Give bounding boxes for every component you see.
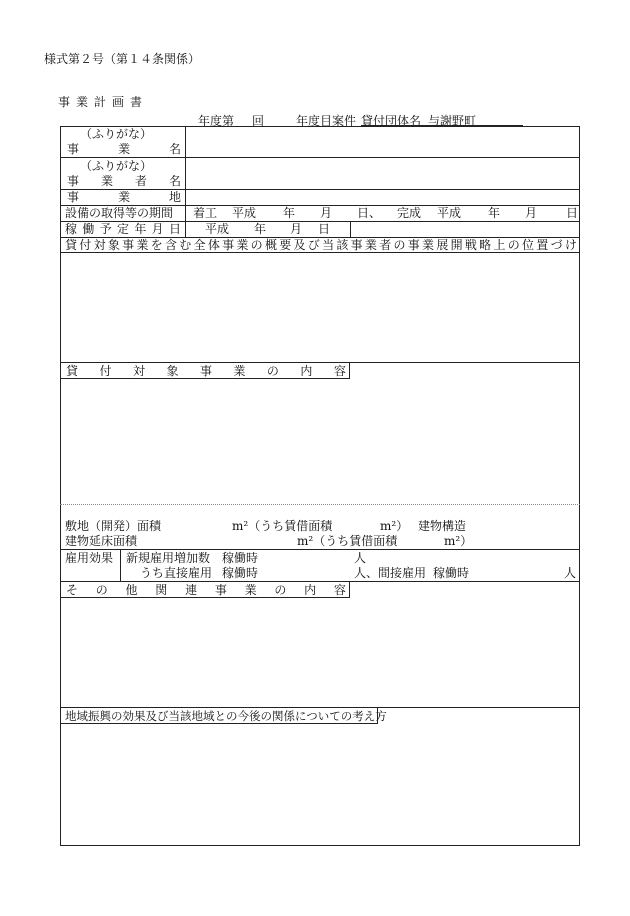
end-label: 完成 <box>397 206 422 220</box>
project-name-label <box>67 142 181 156</box>
label-char: 業 <box>244 583 257 597</box>
label-char: 関 <box>155 583 168 597</box>
label-char: 付 <box>79 238 92 252</box>
label-char: 体 <box>207 238 220 252</box>
label-char: 当 <box>322 238 335 252</box>
label-char: 象 <box>166 364 179 378</box>
label-char: 事 <box>122 238 135 252</box>
label-char: 内 <box>304 583 317 597</box>
m2-close-label: m²） <box>444 534 473 548</box>
label-char: 業 <box>364 238 377 252</box>
indirect-hire-label: 人、間接雇用 <box>354 566 427 580</box>
label-char: 日 <box>168 222 181 236</box>
label-char: び <box>307 238 320 252</box>
label-char: 貸 <box>66 364 79 378</box>
year-label: 年 <box>488 206 501 220</box>
start-label: 着工 <box>193 206 218 220</box>
period-label: 設備の取得等の期間 <box>65 206 174 220</box>
m2-close-label: m²） <box>380 519 409 533</box>
operation-date-divider <box>350 221 351 237</box>
label-char: 月 <box>151 222 164 236</box>
label-char: 容 <box>333 364 346 378</box>
label-char: 定 <box>116 222 129 236</box>
label-char: 概 <box>264 238 277 252</box>
in-operation-label: 稼働時 <box>433 566 470 580</box>
overview-heading <box>65 238 577 252</box>
month-label: 月 <box>525 206 538 220</box>
label-char: づ <box>550 238 563 252</box>
content-heading <box>66 364 346 378</box>
direct-hire-label: うち直接雇用 <box>140 566 213 580</box>
label-char: 事 <box>214 583 227 597</box>
label-char: 貸 <box>65 238 78 252</box>
label-char: 象 <box>107 238 120 252</box>
page-title <box>58 95 142 109</box>
furigana-label: （ふりがな） <box>80 127 153 141</box>
label-char: の <box>507 238 520 252</box>
person-unit: 人 <box>564 566 577 580</box>
new-hire-label: 新規雇用増加数 <box>126 551 211 565</box>
m2-rental-label: m²（うち賃借面積 <box>297 534 398 548</box>
label-char: 事 <box>67 174 80 188</box>
day-label: 日、 <box>357 206 382 220</box>
label-char: の <box>95 583 108 597</box>
label-char: 上 <box>493 238 506 252</box>
label-char: 計 <box>93 95 106 109</box>
label-char: 予 <box>99 222 112 236</box>
label-char: 者 <box>134 174 147 188</box>
label-char: 事 <box>222 238 235 252</box>
label-char: 者 <box>379 238 392 252</box>
in-operation-label: 稼働時 <box>222 566 259 580</box>
day-label: 日 <box>318 222 331 236</box>
label-char: 事 <box>67 142 80 156</box>
form-id: 様式第２号（第１４条関係） <box>44 52 201 66</box>
label-char: 事 <box>350 238 363 252</box>
label-char: 略 <box>479 238 492 252</box>
label-char: 戦 <box>464 238 477 252</box>
label-char: 置 <box>536 238 549 252</box>
label-char: の <box>250 238 263 252</box>
label-char: 稼 <box>65 222 78 236</box>
label-char: 内 <box>300 364 313 378</box>
era-label: 平成 <box>437 206 462 220</box>
label-char: 業 <box>236 238 249 252</box>
label-char: 業 <box>117 190 130 204</box>
year-label: 年 <box>254 222 267 236</box>
label-char: 開 <box>450 238 463 252</box>
label-column-divider <box>185 126 186 237</box>
label-char: 他 <box>125 583 138 597</box>
month-label: 月 <box>290 222 303 236</box>
site-area-label: 敷地（開発）面積 <box>65 519 162 533</box>
era-label: 平成 <box>232 206 257 220</box>
header-fiscal-year: 年度第 <box>198 114 235 128</box>
month-label: 月 <box>320 206 333 220</box>
day-label: 日 <box>566 206 579 220</box>
label-char: 事 <box>58 95 71 109</box>
label-char: け <box>564 238 577 252</box>
label-char: 対 <box>93 238 106 252</box>
location-label <box>67 190 181 204</box>
label-char: む <box>179 238 192 252</box>
operation-date-label <box>65 222 181 236</box>
in-operation-label: 稼働時 <box>222 551 259 565</box>
rule <box>60 549 580 550</box>
label-char: そ <box>66 583 79 597</box>
label-char: 容 <box>333 583 346 597</box>
label-char: 業 <box>233 364 246 378</box>
era-label: 平成 <box>205 222 230 236</box>
label-char: 業 <box>117 142 130 156</box>
label-char: 連 <box>185 583 198 597</box>
label-char: の <box>266 364 279 378</box>
operator-name-label <box>67 174 181 188</box>
label-char: 名 <box>168 142 181 156</box>
label-char: 働 <box>82 222 95 236</box>
label-char: 事 <box>67 190 80 204</box>
dotted-rule <box>60 504 580 505</box>
label-char: を <box>150 238 163 252</box>
label-char: 画 <box>111 95 124 109</box>
person-unit: 人 <box>354 551 367 565</box>
label-char: 業 <box>75 95 88 109</box>
label-char: の <box>393 238 406 252</box>
label-char: 展 <box>436 238 449 252</box>
label-char: 位 <box>522 238 535 252</box>
other-heading <box>66 583 346 597</box>
header-round: 回 <box>252 114 265 128</box>
m2-rental-label: m²（うち賃借面積 <box>232 519 333 533</box>
header-org-label: 貸付団体名 <box>361 114 422 128</box>
rule <box>60 252 580 253</box>
structure-label: 建物構造 <box>418 519 467 533</box>
header-org-name: 与謝野町 <box>428 114 477 128</box>
label-char: 地 <box>168 190 181 204</box>
regional-heading: 地域振興の効果及び当該地域との今後の関係についての考え方 <box>65 709 387 723</box>
employment-label: 雇用効果 <box>65 551 114 565</box>
label-char: 該 <box>336 238 349 252</box>
label-char: 全 <box>193 238 206 252</box>
rule <box>60 157 580 158</box>
label-char: 書 <box>129 95 142 109</box>
label-char: の <box>274 583 287 597</box>
header-year-case: 年度目案件 <box>296 114 357 128</box>
year-label: 年 <box>283 206 296 220</box>
label-char: 業 <box>422 238 435 252</box>
label-char: 及 <box>293 238 306 252</box>
label-char: 事 <box>199 364 212 378</box>
label-char: 対 <box>132 364 145 378</box>
employment-divider <box>120 549 121 581</box>
label-char: 業 <box>100 174 113 188</box>
furigana-label: （ふりがな） <box>80 159 153 173</box>
label-char: 業 <box>136 238 149 252</box>
label-char: 事 <box>407 238 420 252</box>
label-char: 名 <box>168 174 181 188</box>
label-char: 付 <box>99 364 112 378</box>
floor-area-label: 建物延床面積 <box>65 534 138 548</box>
label-char: 要 <box>279 238 292 252</box>
label-char: 含 <box>164 238 177 252</box>
label-char: 年 <box>134 222 147 236</box>
